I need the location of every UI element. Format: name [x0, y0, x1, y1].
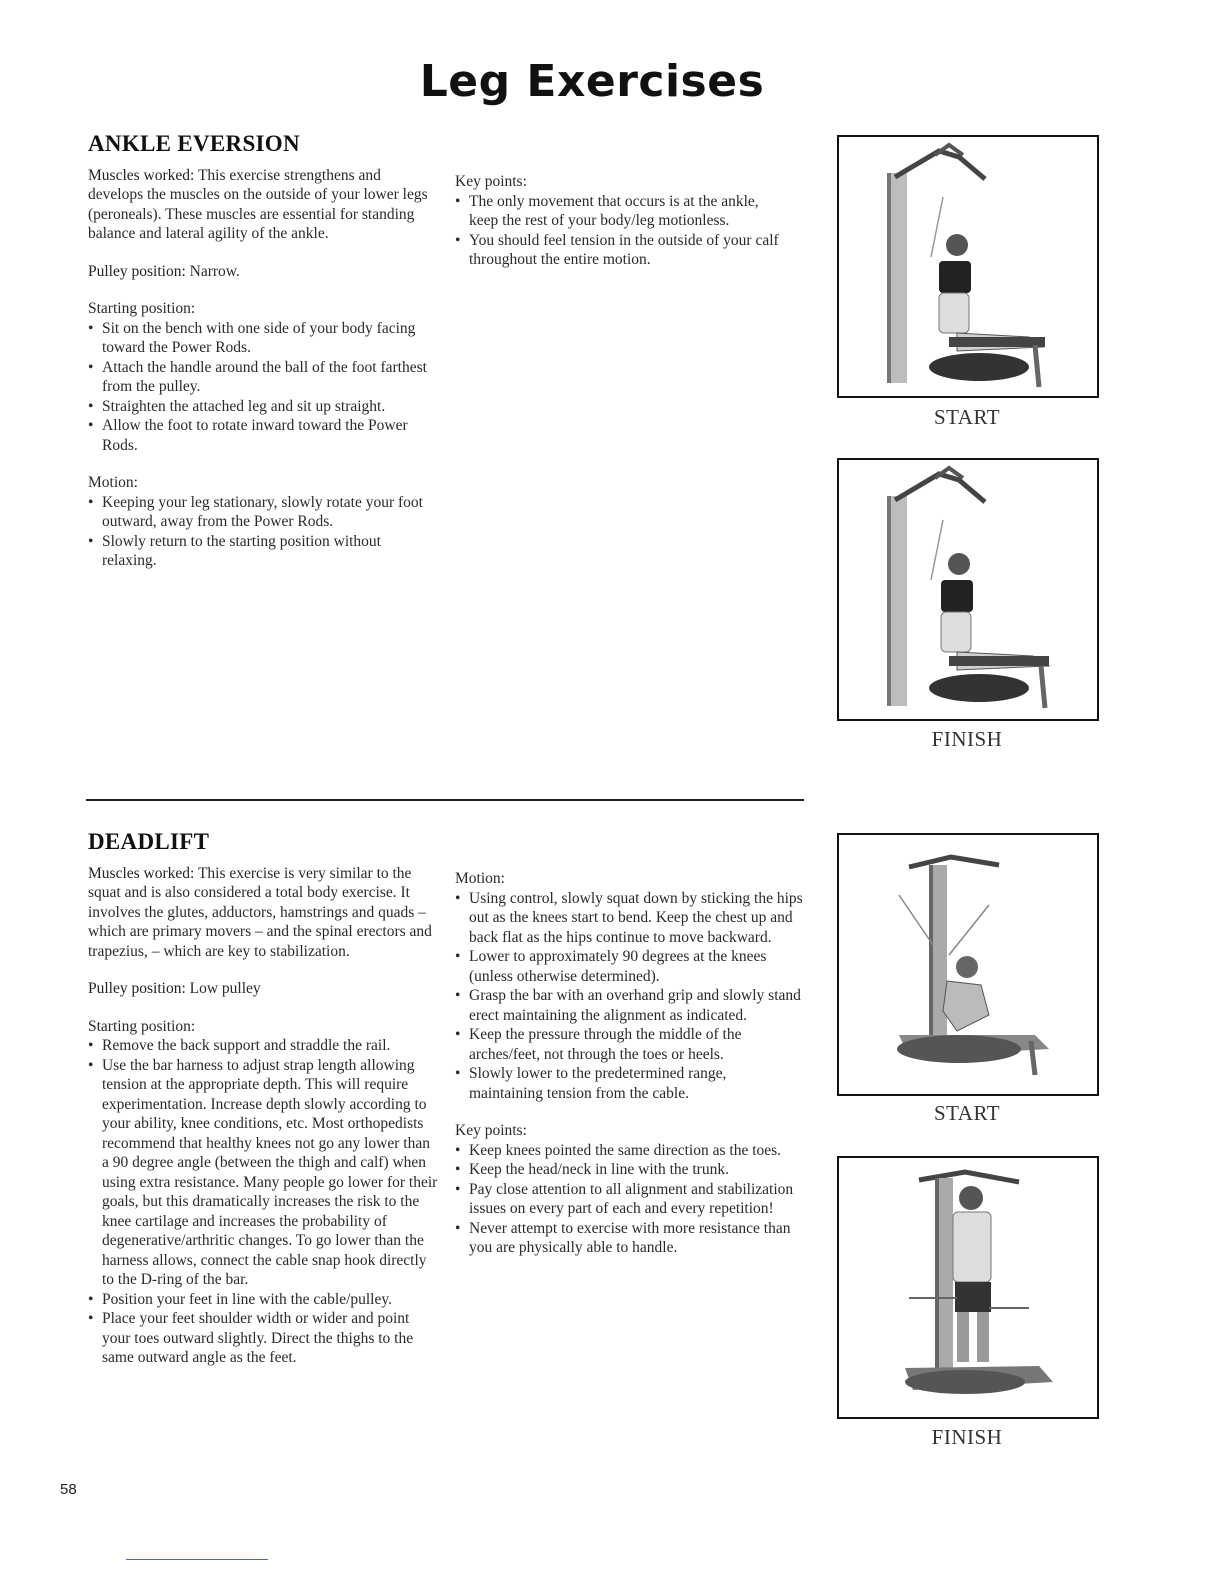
list-item: • Slowly lower to the predetermined range, maintaining tension from the cable.: [455, 1064, 803, 1103]
list-item: • Keeping your leg stationary, slowly rotate your foot outward, away from the Power Rods.: [88, 493, 438, 532]
deadlift-starting-list: [88, 1036, 438, 1368]
ankle-muscles-text: This exercise strengthens and develops the muscles on the outside of your lower legs (peroneals). These muscles are essential for standing balance and lateral agility of the ankle.: [88, 166, 428, 242]
ankle-start-caption: START: [933, 405, 1001, 429]
gym-machine-illustration: [839, 835, 1097, 1094]
ankle-start-photo: [837, 135, 1099, 398]
ankle-eversion-keypoints-column: [455, 172, 790, 288]
section-divider: [86, 799, 804, 801]
list-item: • Lower to approximately 90 degrees at the knees (unless otherwise determined).: [455, 947, 803, 986]
list-item: • Use the bar harness to adjust strap length allowing tension at the appropriate depth. This will require experimentation. Increase depth slowly according to your ability, knee conditions, etc. Most orthopedists recommend that healthy knees not go any lower than a 90 degree angle (between the thigh and calf) when using extra resistance. Many people go lower for their goals, but this dramatically increases the risk to the knee cartilage and increases the probability of degenerative/arthritic changes. To go lower than the harness allows, connect the cable snap hook directly to the D-ring of the bar.: [88, 1056, 438, 1290]
list-item: • The only movement that occurs is at the ankle, keep the rest of your body/leg motionless.: [455, 192, 790, 231]
deadlift-finish-caption: FINISH: [931, 1425, 1003, 1449]
deadlift-keypoints-list: [455, 1141, 803, 1258]
ankle-starting-label: Starting position:: [88, 300, 196, 317]
deadlift-start-caption: START: [933, 1101, 1001, 1125]
list-item: • Position your feet in line with the cable/pulley.: [88, 1290, 438, 1310]
ankle-starting-list: [88, 319, 438, 456]
page-number: 58: [60, 1481, 77, 1498]
ankle-finish-caption: FINISH: [931, 727, 1003, 751]
list-item: • Using control, slowly squat down by sticking the hips out as the knees start to bend. Keep the chest up and back flat as the hips continue to move backward.: [455, 889, 803, 948]
page-title: Leg Exercises: [419, 56, 765, 107]
ankle-finish-photo: [837, 458, 1099, 721]
deadlift-pulley-label: Pulley position:: [88, 980, 186, 997]
deadlift-keypoints-label: Key points:: [455, 1122, 527, 1139]
ankle-pulley-label: Pulley position:: [88, 262, 186, 280]
list-item: • Grasp the bar with an overhand grip and slowly stand erect maintaining the alignment as indicated.: [455, 986, 803, 1025]
deadlift-motion-list: [455, 889, 803, 1104]
ankle-muscles-label: Muscles worked:: [88, 166, 195, 184]
gym-machine-illustration: [839, 137, 1097, 396]
deadlift-middle-column: [455, 869, 803, 1276]
list-item: • Straighten the attached leg and sit up straight.: [88, 397, 438, 417]
list-item: • Keep knees pointed the same direction as the toes.: [455, 1141, 803, 1161]
gym-machine-illustration: [839, 1158, 1097, 1417]
list-item: • Slowly return to the starting position without relaxing.: [88, 532, 438, 571]
list-item: • Pay close attention to all alignment and stabilization issues on every part of each and every repetition!: [455, 1180, 803, 1219]
ankle-keypoints-label: Key points:: [455, 173, 527, 190]
deadlift-heading: DEADLIFT: [88, 829, 210, 854]
list-item: • Never attempt to exercise with more resistance than you are physically able to handle.: [455, 1219, 803, 1258]
ankle-muscles-worked: [88, 166, 438, 244]
ankle-keypoints-list: [455, 192, 790, 270]
ankle-pulley-text: Narrow.: [189, 262, 240, 280]
deadlift-motion-label: Motion:: [455, 870, 505, 887]
list-item: • Sit on the bench with one side of your body facing toward the Power Rods.: [88, 319, 438, 358]
deadlift-start-photo: [837, 833, 1099, 1096]
deadlift-pulley-text: Low pulley: [189, 980, 261, 997]
deadlift-left-column: [88, 829, 438, 1386]
list-item: • Keep the head/neck in line with the trunk.: [455, 1160, 803, 1180]
ankle-motion-label: Motion:: [88, 474, 138, 491]
deadlift-pulley-position: [88, 979, 438, 999]
footer-divider: [126, 1559, 268, 1560]
list-item: • Remove the back support and straddle the rail.: [88, 1036, 438, 1056]
deadlift-muscles-text: This exercise is very similar to the squat and is also considered a total body exercise. It involves the glutes, adductors, hamstrings and quads – which are primary movers – and the spinal erectors and trapezius, – which are key to stabilization.: [88, 864, 432, 960]
deadlift-finish-photo: [837, 1156, 1099, 1419]
deadlift-muscles-worked: [88, 864, 438, 962]
list-item: • You should feel tension in the outside of your calf throughout the entire motion.: [455, 231, 790, 270]
deadlift-starting-label: Starting position:: [88, 1017, 196, 1035]
deadlift-muscles-label: Muscles worked:: [88, 864, 195, 882]
list-item: • Allow the foot to rotate inward toward the Power Rods.: [88, 416, 438, 455]
list-item: • Keep the pressure through the middle of the arches/feet, not through the toes or heels.: [455, 1025, 803, 1064]
ankle-pulley-position: [88, 262, 438, 282]
ankle-eversion-left-column: [88, 131, 438, 589]
gym-machine-illustration: [839, 460, 1097, 719]
ankle-motion-list: [88, 493, 438, 571]
list-item: • Place your feet shoulder width or wider and point your toes outward slightly. Direct the thighs to the same outward angle as the feet.: [88, 1309, 438, 1368]
list-item: • Attach the handle around the ball of the foot farthest from the pulley.: [88, 358, 438, 397]
ankle-eversion-heading: ANKLE EVERSION: [88, 131, 300, 156]
